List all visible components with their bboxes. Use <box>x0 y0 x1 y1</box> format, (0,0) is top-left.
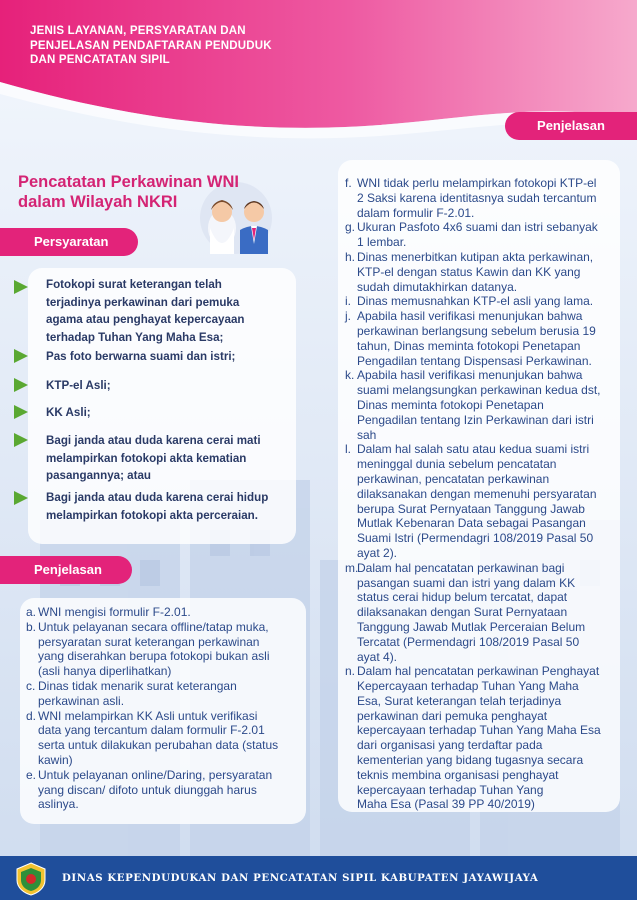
penjelasan-item-line: WNI tidak perlu melampirkan fotokopi KTP-el <box>357 176 597 190</box>
penjelasan-item-line: WNI melampirkan KK Asli untuk verifikasi <box>38 708 258 723</box>
penjelasan-item-line: Dinas menerbitkan kutipan akta perkawinan, <box>357 249 594 264</box>
item-letter: d. <box>26 708 37 723</box>
penjelasan-item-line: berupa Surat Pernyataan Tanggung Jawab <box>357 501 585 516</box>
penjelasan-label-left: Penjelasan <box>0 556 132 584</box>
green-arrow-icon <box>14 405 28 419</box>
penjelasan-item-line: Ukuran Pasfoto 4x6 suami dan istri sebanyak <box>357 220 598 235</box>
penjelasan-item-line: sah <box>357 427 377 442</box>
penjelasan-item-line: Tercatat (Permendagri 108/2019 Pasal 50 <box>357 634 580 649</box>
header-title <box>30 24 360 68</box>
persyaratan-item-line: Bagi janda atau duda karena cerai hidup <box>46 491 269 504</box>
item-letter: e. <box>26 767 37 782</box>
penjelasan-item-line: Tanggung Jawab Mutlak Perceraian Belum <box>357 619 586 634</box>
penjelasan-item-line: perkawinan, pencatatan perkawinan <box>357 471 550 486</box>
penjelasan-item-line: yang discan/ difoto untuk diunggah harus <box>38 782 257 797</box>
penjelasan-item-line: perkawinan dari pemuka penghayat <box>357 708 548 723</box>
penjelasan-item-line: pasangan suami dan istri yang dalam KK <box>357 575 576 590</box>
penjelasan-item-line: Apabila hasil verifikasi menunjukan bahwa <box>357 309 583 324</box>
penjelasan-item-line: kepercayaan terhadap Tuhan Yang <box>357 782 544 797</box>
penjelasan-item <box>26 768 311 812</box>
item-letter: g. <box>345 220 356 235</box>
penjelasan-item-line: teknis membina organisasi penghayat <box>357 767 559 782</box>
penjelasan-item-line: perkawinan asli. <box>38 693 125 708</box>
penjelasan-label-right: Penjelasan <box>505 112 637 140</box>
persyaratan-item-line: terjadinya perkawinan dari pemuka <box>46 295 240 309</box>
penjelasan-item <box>345 250 623 294</box>
penjelasan-item-line: Mutlak Kebenaran Data sebagai Pasangan <box>357 516 586 531</box>
persyaratan-item-line: Fotokopi surat keterangan telah <box>46 278 222 291</box>
penjelasan-item-line: kawin) <box>38 752 73 767</box>
item-letter: j. <box>345 309 351 324</box>
item-letter: b. <box>26 619 37 634</box>
penjelasan-item <box>345 176 623 220</box>
penjelasan-item-line: Dinas meminta fotokopi Penetapan <box>357 397 544 412</box>
penjelasan-item-line: (asli hanya diperlihatkan) <box>38 664 172 679</box>
green-arrow-icon <box>14 433 28 447</box>
penjelasan-left-list <box>26 605 311 812</box>
penjelasan-item-line: aslinya. <box>38 797 79 812</box>
persyaratan-item-line: melampirkan fotokopi akta perceraian. <box>46 508 258 522</box>
penjelasan-item-line: sudah dimutakhirkan datanya. <box>357 279 518 294</box>
persyaratan-label: Persyaratan <box>0 228 138 256</box>
penjelasan-item <box>345 368 623 442</box>
item-letter: i. <box>345 294 351 309</box>
penjelasan-item-line: Kepercayaan terhadap Tuhan Yang Maha <box>357 679 579 694</box>
penjelasan-item-line: Maha Esa (Pasal 39 PP 40/2019) <box>357 797 535 812</box>
penjelasan-item <box>345 309 623 368</box>
header-title-line: PENJELASAN PENDAFTARAN PENDUDUK <box>30 39 272 52</box>
green-arrow-icon <box>14 280 28 294</box>
item-letter: h. <box>345 249 356 264</box>
penjelasan-item <box>345 664 623 812</box>
penjelasan-item <box>345 220 623 250</box>
penjelasan-item-line: ayat 4). <box>357 649 398 664</box>
penjelasan-item <box>345 561 623 665</box>
penjelasan-item-line: yang diserahkan berupa fotokopi bukan asli <box>38 649 270 664</box>
penjelasan-item-line: kepercayaan terhadap Tuhan Yang Maha Esa <box>357 723 601 738</box>
penjelasan-item-line: Dalam hal pencatatan perkawinan bagi <box>357 560 565 575</box>
penjelasan-item-line: dilaksanakan dengan Surat Pernyataan <box>357 605 568 620</box>
penjelasan-item-line: tahun, Dinas meminta fotokopi Penetapan <box>357 338 581 353</box>
green-arrow-icon <box>14 378 28 392</box>
penjelasan-item <box>26 605 311 620</box>
penjelasan-item-line: Dalam hal salah satu atau kedua suami istri <box>357 442 590 457</box>
penjelasan-item <box>26 709 311 768</box>
persyaratan-item-line: Bagi janda atau duda karena cerai mati <box>46 434 261 447</box>
penjelasan-item-line: status cerai hidup belum tercatat, dapat <box>357 590 568 605</box>
section-title-line: dalam Wilayah NKRI <box>18 193 178 211</box>
penjelasan-item-line: meninggal dunia sebelum pencatatan <box>357 457 557 472</box>
penjelasan-item-line: ayat 2). <box>357 545 398 560</box>
penjelasan-item-line: perkawinan berlangsung sebelum berusia 19 <box>357 323 596 338</box>
penjelasan-item-line: Untuk pelayanan secara offline/tatap muka, <box>38 619 269 634</box>
penjelasan-item <box>345 442 623 560</box>
penjelasan-item <box>26 679 311 709</box>
penjelasan-item-line: dalam formulir F-2.01. <box>357 205 475 220</box>
item-letter: k. <box>345 368 355 383</box>
penjelasan-right-list <box>345 176 623 812</box>
item-letter: n. <box>345 664 356 679</box>
green-arrow-icon <box>14 491 28 505</box>
item-letter: a. <box>26 605 37 619</box>
penjelasan-item-line: kementerian yang bidang tugasnya secara <box>357 753 584 768</box>
penjelasan-item-line: dari organisasi yang terdaftar pada <box>357 738 543 753</box>
penjelasan-item-line: Apabila hasil verifikasi menunjukan bahwa <box>357 368 583 383</box>
persyaratan-item-line: KTP-el Asli; <box>46 379 111 392</box>
header-title-line: DAN PENCATATAN SIPIL <box>30 54 170 66</box>
penjelasan-item-line: WNI mengisi formulir F-2.01. <box>38 605 191 619</box>
section-title-line: Pencatatan Perkawinan WNI <box>18 173 239 191</box>
penjelasan-item-line: Esa, Surat keterangan telah terjadinya <box>357 693 562 708</box>
penjelasan-item-line: Pengadilan tentang Izin Perkawinan dari istri <box>357 412 594 427</box>
item-letter: f. <box>345 176 352 190</box>
penjelasan-item-line: dilaksanakan dengan memenuhi persyaratan <box>357 486 597 501</box>
persyaratan-item-line: pasangannya; atau <box>46 469 152 482</box>
persyaratan-item-line: KK Asli; <box>46 406 91 419</box>
item-letter: l. <box>345 442 351 457</box>
persyaratan-item-line: agama atau penghayat kepercayaan <box>46 313 245 326</box>
green-arrow-icon <box>14 349 28 363</box>
item-letter: m. <box>345 560 359 575</box>
penjelasan-item-line: Dalam hal pencatatan perkawinan Penghayat <box>357 664 600 679</box>
penjelasan-item-line: Untuk pelayanan online/Daring, persyaratan <box>38 767 273 782</box>
persyaratan-item-line: melampirkan fotokopi akta kematian <box>46 451 247 465</box>
penjelasan-item-line: 1 lembar. <box>357 235 407 250</box>
penjelasan-item-line: suami melangsungkan perkawinan kedua dst, <box>357 383 601 398</box>
penjelasan-item-line: Suami Istri (Permendagri 108/2019 Pasal 50 <box>357 531 594 546</box>
regency-emblem-icon <box>14 862 48 896</box>
persyaratan-item-line: Pas foto berwarna suami dan istri; <box>46 350 236 363</box>
penjelasan-item <box>26 620 311 679</box>
penjelasan-item-line: data yang tercantum dalam formulir F-2.01 <box>38 723 265 738</box>
penjelasan-item-line: 2 Saksi karena identitasnya sudah tercantum <box>357 190 597 205</box>
penjelasan-item-line: Dinas tidak menarik surat keterangan <box>38 678 237 693</box>
penjelasan-item-line: Dinas memusnahkan KTP-el asli yang lama. <box>357 294 594 309</box>
footer-text: DINAS KEPENDUDUKAN DAN PENCATATAN SIPIL KABUPATEN JAYAWIJAYA <box>62 872 539 884</box>
penjelasan-item <box>345 294 623 309</box>
section-title <box>18 172 239 212</box>
header-title-line: JENIS LAYANAN, PERSYARATAN DAN <box>30 25 246 37</box>
item-letter: c. <box>26 678 36 693</box>
penjelasan-item-line: Pengadilan tentang Dispensasi Perkawinan. <box>357 353 592 368</box>
penjelasan-item-line: persyaratan surat keterangan perkawinan <box>38 634 260 649</box>
penjelasan-item-line: KTP-el dengan status Kawin dan KK yang <box>357 264 581 279</box>
persyaratan-item-line: terhadap Tuhan Yang Maha Esa; <box>46 330 224 344</box>
penjelasan-item-line: serta untuk dilakukan perubahan data (status <box>38 738 279 753</box>
